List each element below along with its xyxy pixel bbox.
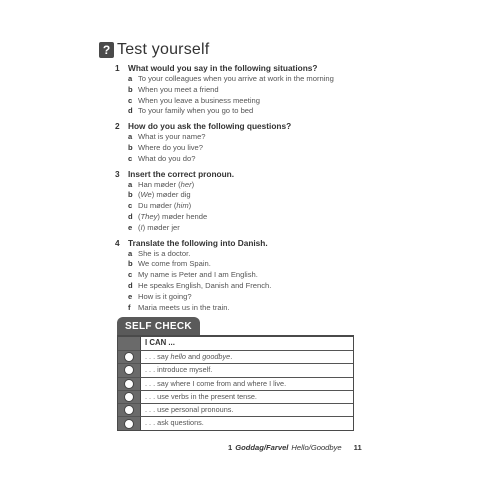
question-3 [115, 169, 435, 234]
question-item [128, 249, 435, 260]
section-header [99, 41, 209, 59]
question-number: 1 [115, 63, 120, 73]
question-item [128, 303, 435, 314]
question-text: Insert the correct pronoun. [128, 168, 235, 179]
self-check-statement [141, 391, 353, 403]
item-text-pre: My name is Peter and I am English. [138, 270, 258, 280]
self-check-row [118, 363, 353, 376]
chapter-subtitle: Hello/Goodbye [291, 443, 342, 452]
item-text [138, 292, 192, 303]
statement-pre: . . . ask questions. [145, 418, 204, 428]
question-item [128, 292, 435, 303]
item-letter: c [128, 201, 133, 211]
item-text [138, 223, 180, 234]
questions [115, 63, 435, 317]
item-text-pre: How is it going? [138, 291, 192, 301]
item-text-post: ) møder dig [151, 190, 191, 200]
question-text: What would you say in the following situations? [128, 63, 318, 73]
statement-pre: . . . use verbs in the present tense. [145, 391, 257, 401]
item-letter: c [128, 153, 133, 163]
question-mark-icon: ? [99, 42, 114, 58]
item-text-pre: He speaks English, Danish and French. [138, 280, 272, 290]
item-text-pre: To your colleagues when you arrive at work in the morning [138, 74, 334, 83]
item-text-post: ) møder jer [142, 222, 180, 232]
item-text [138, 303, 230, 314]
question-item [128, 180, 435, 191]
self-check-row [118, 390, 353, 403]
statement-em: hello [170, 352, 186, 361]
self-check-row [118, 350, 353, 363]
item-text-pre: Where do you live? [138, 142, 204, 152]
item-text-pre: She is a doctor. [138, 248, 191, 258]
question-item [128, 223, 435, 234]
question-item [128, 212, 435, 223]
self-check-statement [141, 404, 353, 416]
question-text: Translate the following into Danish. [128, 237, 268, 248]
item-letter: b [128, 259, 133, 269]
chapter-number: 1 [228, 443, 233, 452]
item-text-pre: To your family when you go to bed [138, 106, 254, 116]
statement-pre: . . . introduce myself. [145, 365, 213, 375]
item-text-pre: When you meet a friend [138, 84, 219, 94]
self-check [117, 316, 354, 431]
item-text [138, 270, 258, 281]
chapter-title: Goddag/Farvel [235, 443, 289, 452]
question-item [128, 143, 435, 154]
item-letter: a [128, 132, 133, 142]
self-check-tab: SELF CHECK [117, 317, 200, 335]
item-letter: f [128, 302, 131, 312]
item-text [138, 74, 334, 85]
question-item [128, 201, 435, 212]
self-check-statement [141, 364, 353, 376]
item-letter: b [128, 84, 133, 94]
question-item [128, 106, 435, 117]
question-number: 2 [115, 121, 120, 132]
self-check-row [118, 416, 353, 429]
self-check-statement [141, 351, 353, 363]
checkbox-circle-icon[interactable] [124, 405, 134, 415]
item-text-pre: ( [138, 222, 141, 232]
question-number: 4 [115, 237, 120, 248]
item-text-pre: We come from Spain. [138, 259, 211, 269]
item-text [138, 201, 191, 212]
self-check-header: I CAN ... [145, 338, 175, 347]
item-letter: b [128, 142, 133, 152]
question-item [128, 154, 435, 165]
item-text-post: ) [188, 201, 192, 211]
question-text: How do you ask the following questions? [128, 121, 292, 132]
item-letter: a [128, 248, 133, 258]
item-text-pre: Maria meets us in the train. [138, 302, 230, 312]
statement-pre: . . . use personal pronouns. [145, 405, 234, 415]
item-text-pre: ( [138, 211, 141, 221]
item-text [138, 259, 211, 270]
question-heading [115, 238, 435, 249]
item-letter: d [128, 280, 133, 290]
statement-pre: . . . say where I come from and where I live. [145, 378, 287, 388]
self-check-row [118, 377, 353, 390]
item-text [138, 190, 191, 201]
item-text-em: him [176, 201, 189, 211]
item-text-post: ) [191, 179, 195, 189]
item-text [138, 249, 190, 260]
self-check-table [117, 335, 354, 431]
question-item [128, 270, 435, 281]
question-heading [115, 63, 435, 74]
item-text-pre: Han møder ( [138, 179, 181, 189]
item-text [138, 143, 203, 154]
item-letter: a [128, 179, 133, 189]
checkbox-circle-icon[interactable] [124, 392, 134, 402]
checkbox-circle-icon[interactable] [124, 379, 134, 389]
item-letter: e [128, 222, 133, 232]
item-text-pre: When you leave a business meeting [138, 95, 260, 105]
self-check-statement [141, 378, 353, 390]
item-text-pre: ( [138, 190, 141, 200]
item-text [138, 85, 219, 96]
question-1 [115, 63, 435, 117]
page-title: Test yourself [117, 41, 210, 58]
checkbox-circle-icon[interactable] [124, 419, 134, 429]
question-heading [115, 169, 435, 180]
checkbox-circle-icon[interactable] [124, 365, 134, 375]
item-text-em: They [140, 211, 158, 221]
checkbox-circle-icon[interactable] [124, 352, 134, 362]
item-text-em: I [140, 222, 143, 232]
item-text [138, 132, 206, 143]
self-check-header-row [118, 337, 353, 350]
item-text [138, 154, 195, 165]
statement-mid: and [185, 352, 203, 361]
question-4 [115, 238, 435, 314]
item-letter: d [128, 106, 133, 116]
statement-post: . [230, 352, 233, 361]
question-item [128, 132, 435, 143]
self-check-row [118, 403, 353, 416]
item-text-em: her [180, 179, 192, 189]
item-text-pre: Du møder ( [138, 201, 177, 211]
question-number: 3 [115, 168, 120, 179]
item-text [138, 106, 253, 117]
page-footer [228, 443, 362, 452]
item-letter: a [128, 74, 133, 83]
item-text-pre: What do you do? [138, 153, 196, 163]
item-text-pre: What is your name? [138, 132, 206, 142]
item-text-em: We [140, 190, 152, 200]
item-text-post: ) møder hende [157, 211, 208, 221]
self-check-statement [141, 417, 353, 429]
question-2 [115, 121, 435, 164]
question-item [128, 85, 435, 96]
question-heading [115, 121, 435, 132]
statement-pre: . . . say [145, 352, 171, 361]
question-item [128, 96, 435, 107]
item-text [138, 180, 194, 191]
question-item [128, 259, 435, 270]
item-letter: c [128, 95, 133, 105]
question-item [128, 281, 435, 292]
question-item [128, 190, 435, 201]
item-text [138, 212, 207, 223]
item-letter: c [128, 270, 133, 280]
item-text [138, 281, 271, 292]
statement-em2: goodbye [202, 352, 231, 361]
item-letter: b [128, 190, 133, 200]
item-text [138, 96, 260, 107]
item-letter: e [128, 291, 133, 301]
item-letter: d [128, 211, 133, 221]
question-item [128, 74, 435, 85]
page-number: 11 [353, 443, 362, 452]
